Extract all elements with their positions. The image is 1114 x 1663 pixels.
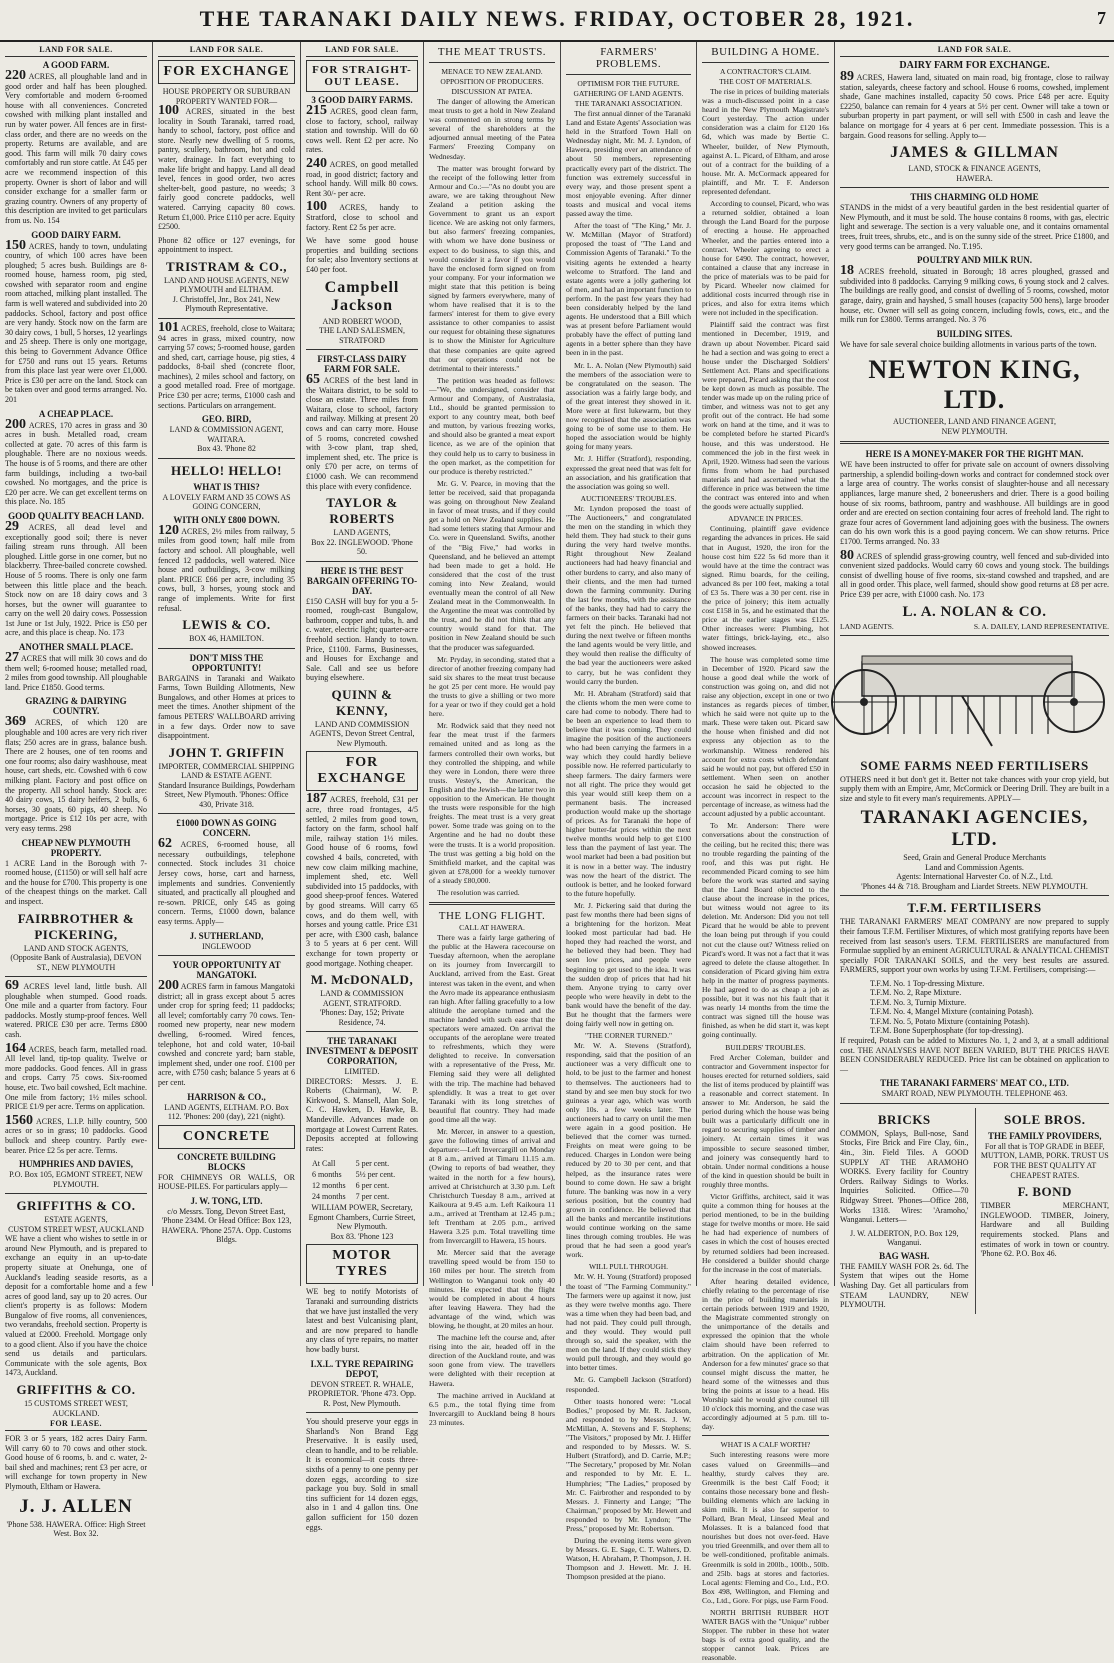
ad-body: ACRES, handy to town, undulating country, of which 100 acres have been ploughed; 5 acres bush. Buildings are 8-roomed house, harness room, pig sted, cowshed with separator room and engine room attached, milking plant installed. The farm is well watered and subdivided into 20 paddocks. School, factory and post office are very handy. Stock now on the farm are 30 dairy cows, 1 bull, 5 horses, 12 yearlings and 25 sheep. There is only one mortgage, this being to Government Advance Office for £750 and runs out 15 years. Returns from this place last year were over £1,000. Price is £30 per acre on the land. Stock can be taken over and good terms arranged. No. 201	[5, 241, 148, 404]
firm-address: LAND AND COMMISSION AGENTS, Devon Street Central, New Plymouth.	[309, 719, 415, 748]
box-heading: FOR EXCHANGE	[306, 751, 418, 791]
article-paragraph: Mr. W. A. Stevens (Stratford), responding, said that the position of an auctioneer was a very difficult one to hold, to be just to the farmer and honest to themselves. The auctioneers had to stand by and see men buy stock for two guineas a year ago, which was worth only 10s. a few weeks later. The auctioneers had to carry on until the men were again in a good position. He believed that the corner was turned. Freights on meat were going to be reduced. Charges in London were being reduced by 20 to 30 per cent, and that helped, as the insurance rates were bound to come down. He saw a bright future. The banking was now in a very serious position, but the country had grown in confidence. He believed that all the banks and mercantile institutions would continue working on the same lines through coming troubles. He was proud that he had seen a good year's work.	[566, 1041, 691, 1260]
ad-body: ACRES that will milk 30 cows and do them well; 6-roomed house; metalled road, 2 miles from good township. All ploughable land. Price £1850. Good terms.	[5, 654, 148, 692]
article-paragraph: Mr. J. Hiffer (Stratford), responding, expressed the great need that was felt for an association, and his gratification that the association was going so well.	[566, 454, 691, 491]
ad-text	[5, 714, 148, 833]
article-paragraph: Mr. Pryday, in seconding, stated that a director of another freezing company had said six shares to the meat trust because he got 25 per cent more. He would pay the trusts to give a shilling or two more for a year or two if they could get a hold here.	[429, 654, 555, 719]
ad-body: THE TARANAKI FARMERS' MEAT COMPANY are now prepared to supply their famous T.F.M. Fertiliser Mixtures, of which most gratifying reports have been received from last season's users. T.F.M. FERTILISERS are manufactured from Formulae supplied by an eminent AGRICULTURAL & ANALYTICAL CHEMIST specially FOR TARANAKI SOILS, and the very best results are assured. FARMERS, support your own works by using T.F.M. Fertilisers, comprising:—	[840, 917, 1109, 975]
article-subheading: WILL PULL THROUGH.	[588, 1262, 669, 1272]
article-paragraph: The first annual dinner of the Taranaki Land and Estate Agents' Association was held in the Stratford Town Hall on Wednesday night, Mr. M. J. Lyndon, of Hawera, presiding over an attendance of about 50 members, representing practically every part of the district. The function was extremely successful in every way, and those present spent a most enjoyable evening. After dinner toasts and musical and vocal items passed away the time.	[566, 109, 691, 219]
firm-address: 15 CUSTOMS STREET WEST, AUCKLAND.	[24, 1399, 128, 1418]
firm-name: NEWTON KING, LTD.	[868, 355, 1081, 415]
acres-number: 65	[306, 372, 320, 387]
ad-text	[5, 416, 148, 507]
firm-representative: S. A. DAILEY, LAND REPRESENTATIVE.	[973, 621, 1109, 631]
firm-subtitle: Agents: International Harvester Co. of N.Z., Ltd.	[896, 872, 1053, 882]
column-1	[0, 42, 153, 1539]
acres-number: 200	[158, 978, 179, 994]
article-paragraph: Plaintiff said the contract was first mentioned in December, 1919, and drawn up about November. Picard said he had a section and was going to erect a house under the Discharged Soldiers' Settlement Act. Plans and specifications were prepared, Picard asking that the cost be kept down as much as possible. The tender was made up on the ruling price of timber, and witness was not to get any profit out of the contract. He had some work on hand at the time, and it was to be completed before he started Picard's house, and this was understood. He commenced the job in the first week in April, 1920. Witness had seen the various firms from whom he had purchased materials and had ascertained what the difference in price was between the time the contract was entered into and when the goods were actually supplied.	[702, 320, 829, 512]
acres-number: 100	[158, 103, 179, 118]
article-paragraph: Mr. Mercer said that the average travelling speed would be from 150 to 160 miles per hour. The stretch from Wellington to Wanganui took only 40 minutes. He expected that the flight would be completed in about 4 hours after leaving Hawera. They had the advantage of the wind, which was blowing, he thought, at 20 miles an hour.	[429, 1248, 555, 1330]
article-paragraph: Victor Griffiths, architect, said it was quite a common thing for houses at the period mentioned, to be in the building stage for twelve months or more. He said he had had experience of numbers of cases in which the cost of houses erected by returned soldiers had been increased. He considered a builder should charge for the increase in the cost of materials.	[702, 1191, 829, 1274]
article-paragraph: There was a fairly large gathering of the public at the Hawera racecourse on Tuesday afternoon, when the aeroplane on its journey from Invercargill to Auckland, arrived from the East. Great interest was taken in the event, and when the Avro made its appearance enthusiasm ran high. After falling gracefully to a low altitude the aeroplane turned and the machine landed with such ease that the spectators were amazed. On arrival the occupants of the aeroplane were treated to refreshments, which they were delighted to receive. In conversation with a representative of the Press, Mr. Fleming said they were all delighted with the trip. The machine had behaved splendidly. It was a treat to get over Taranaki with its long stretches of beautiful flat country. They had made good time all the way.	[429, 933, 555, 1124]
article-paragraph: The matter was brought forward by the receipt of the following letter from Armour and Co.:—"As no doubt you are aware, we are taking throughout New Zealand a petition asking the Government to grant us an export licence. We are asking not only farmers, but also farmers' freezing companies, with whom we have done business or expect to do business, to sign this, and would consider it a favor if you would have the enclosed form signed on from your company. For your information we might state that this petition is being signed by farmers everywhere, many of whom have realised that it is to the farmers' interest for them to give every assistance to other companies to assist our request for obtaining these signatures is to show the Minister for Agriculture that these companies are quite agreed that our operations could not be detrimental to their interests."	[429, 163, 555, 373]
firm-subtitle: ESTATE AGENTS,	[44, 1215, 108, 1225]
article-paragraph: Mr. Mercer, in answer to a question, gave the following times of arrival and departure:—Left Invercargill on Monday at 8 a.m., arrived at Timaru 11.15 a.m. (Owing to reports of bad weather, they waited in the north for a few hours), arrived at Christchurch at 3.30 p.m. Left Christchurch Tuesday 8 a.m., arrived at Kaikoura at 9.45 a.m. Left Kaikoura 11 a.m., arrived at Trentham at 12.45 p.m.; left Trentham at 2.05 p.m., arrived Hawera 3.25 p.m. Total travelling time from Invercargill to Hawera, 15 hours.	[429, 1127, 555, 1246]
ad-body: 1 ACRE Land in the Borough with 7-roomed house, (£1150) or will sell half acre and the house for £700. This property is one of the cheapest things on the market. Call and inspect.	[5, 858, 147, 906]
ad-text	[306, 103, 418, 155]
ad-text	[5, 650, 148, 692]
list-item: T.F.M. No. 3, Turnip Mixture.	[870, 997, 967, 1007]
article-subheading: OPPOSITION OF PRODUCERS.	[440, 77, 544, 86]
ad-body: ACRES of splendid grass-growing country, well fenced and sub-divided into convenient sized paddocks. Would carry 60 cows and young stock. The buildings consist of dwelling house of five rooms, six-stand cowshed and trapshed, and are all in good order. This place, well farmed, should show good returns at £8 per acre. Price £39 per acre, with £1000 cash. No. 173	[840, 551, 1109, 599]
firm-name: M. McDONALD,	[310, 972, 414, 988]
firm-address: Standard Insurance Buildings, Powderham Street, New Plymouth. 'Phones: Office 430, Private 318.	[158, 780, 295, 809]
acres-number: 89	[840, 69, 854, 84]
ad-body: DIRECTORS: Messrs. J. E. Roberts (Chairman), W. P. Kirkwood, S. Mansell, Alan Sole, C. C. Hawken, D. Hawke, B. Mandeville. Advances made on mortgage at Lowest Current Rates. Deposits accepted at following rates:	[306, 1076, 418, 1153]
ad-body: COMMON, Splays, Bull-nose, Sand Stocks, Fire Brick and Fire Clay, 6in., 4in., 3in. Field Tiles. A GOOD SUPPLY AT THE ARAMOHO WORKS. Every facility for Country Orders. Railway Sidings to Works. Inquiries Solicited. Office—70 Ridgway Street. 'Phones—Office 288, Works 1318. Wires: 'Aramoho,' Wanganui. Letters—	[840, 1128, 969, 1225]
firm-name: GRIFFITHS & CO.	[16, 1382, 136, 1398]
ad-heading: BAG WASH.	[879, 1250, 930, 1261]
ad-heading: 3 GOOD DAIRY FARMS.	[311, 95, 413, 105]
ad-body: ACRES, 2½ miles from railway, 5 miles from good town; half mile from factory and school. All ploughable, well fenced 12 paddocks, well watered. Nice house and outbuildings, 3-cow milking plant. PRICE £66 per acre, including 35 cows, bull, 3 horses, young stock and range of implements. Write for first refusal.	[158, 526, 295, 613]
ad-body: You should preserve your eggs in Sharland's Non Brand Egg Preservative. It is easily used, clean to handle, and to be reliable. It is economical—it costs three-sixths of a penny to one penny per dozen eggs, according to size package you buy. Sold in small tins sufficient for 14 dozen eggs, also in 1 and 4 gallon tins. One gallon sufficient for 150 dozen eggs.	[306, 1417, 418, 1532]
section-heading: FOR LEASE.	[5, 1418, 147, 1431]
ad-body: ACRES, Hawera land, situated on main road, big frontage, close to railway station, saleyards, cheese factory and school. House 6 rooms, cowshed, implement shade, Gane machines installed, capacity 50 cows. Price £48 per acre. Equity £2250, balance can remain for 4 years at 5½ per cent. Owner will take a town or suburban property in part payment, or will sell with £500 in cash and leave the balance on mortgage for 4 years at 6 per cent. Immediate possession. This is a bargain. Good reasons for selling. Apply to—	[840, 73, 1109, 140]
firm-address: Box 22. INGLEWOOD. 'Phone 50.	[311, 537, 413, 557]
article-subheading: DISCUSSION AT PATEA.	[451, 87, 533, 96]
firm-label: LAND AGENTS.	[840, 621, 894, 631]
firm-name: HARRISON & CO.,	[187, 1091, 266, 1102]
ad-body: Phone 82 office or 127 evenings, for appointment to inspect.	[158, 235, 295, 255]
ad-text	[306, 199, 418, 232]
acres-number: 187	[306, 791, 327, 807]
ad-subheading: HOUSE PROPERTY OR SUBURBAN PROPERTY WANTED FOR—	[162, 87, 291, 106]
firm-subtitle: AND ROBERT WOOD,	[322, 316, 402, 326]
firm-address: c/o Messrs. Tong, Devon Street East, 'Phone 234M. Or Head Office: Box 123, HAWERA. 'Phone 257A. Opp. Customs Bldgs.	[161, 1206, 292, 1245]
ad-heading: THIS CHARMING OLD HOME	[910, 192, 1039, 203]
ad-body: ACRES, 6-roomed house, all necessary outbuildings, telephone connected. Stock includes 31 choice Jersey cows, horse, cart and harness, implements and sundries. Conveniently situated, and practically all ploughed and re-sown. PRICE, only £45 as going concern. Terms, £1000 down, balance easy terms. Apply—	[158, 840, 295, 926]
acres-number: 18	[840, 263, 854, 279]
ad-heading: POULTRY AND MILK RUN.	[916, 255, 1033, 266]
sole-bros-ad	[975, 1108, 1110, 1314]
article-headline: THE MEAT TRUSTS.	[437, 46, 547, 58]
article-paragraph: During the evening items were given by Messrs. G. E. Sage, C. T. Walters, D. Watson, H. Abraham, P. Thompson, J. H. Thompson and J. Hewett. Mr. J. H. Thompson presided at the piano.	[566, 1536, 691, 1582]
firm-subtitle: LAND AND STOCK AGENTS,	[23, 943, 129, 953]
list-item: T.F.M. No. 4, Mangel Mixture (containing Potash).	[870, 1007, 1034, 1017]
firm-name: GEO. BIRD,	[201, 414, 252, 425]
acres-number: 164	[5, 1040, 26, 1056]
acres-number: 240	[306, 155, 327, 171]
article-paragraph: Other toasts honored were: "Local Bodies," proposed by Mr. R. Jackson, and responded to by Messrs. J. W. McMillan, A. Stevens and F. Stephens; "The Visitors," proposed by Mr. J. Hiffer and responded to by Messrs. W. S. Hulbert (Stratford), and D. Carrie, M.P.; "The Secretary," proposed by Mr. Nolan and responded to by Mr. E. L. Humphries; "The Ladies," proposed by Mr. C. Fairbrother and responded to by Messrs. J. Finnerty and Lange; "The Chairman," proposed by Mr. Hewett and responded to by Mr. Lyndon; "The Press," proposed by Mr. Robertson.	[566, 1396, 691, 1533]
firm-name: J. W. TONG, LTD.	[190, 1195, 263, 1206]
ad-subheading: WITH ONLY £800 DOWN.	[173, 514, 280, 525]
acres-number: 80	[840, 547, 854, 563]
ad-heading: HELLO! HELLO!	[171, 462, 282, 478]
acres-number: 27	[5, 650, 19, 666]
article-subheading: AUCTIONEERS' TROUBLES.	[580, 493, 677, 503]
ad-body: BARGAINS in Taranaki and Waikato Farms, Town Building Allotments, New Bungalows, and other Homes at prices to meet the times. Another shipment of the famous PETERS' WALLBOARD arriving in a few days. Order now to save disappointment.	[158, 673, 295, 741]
firm-name: J. J. ALLEN	[19, 1495, 133, 1517]
ad-heading: A CHEAP PLACE.	[38, 408, 114, 419]
article-paragraph: Mr. Lyndon proposed the toast of "The Auctioneers," and congratulated the men on the standing in which they held them. They had stuck to their guns during the very hard twelve months. Right throughout New Zealand auctioneers had had heavy financial and other burdens to carry, and also many of their clients, and the men had turned down the farming community. During the last few months, with the assistance of the banks, they had had to carry the farmers on their backs. Taranaki had not yet felt the pinch. He believed that during the next twelve or fifteen months the land agents would be very little, and they would then realise the difficulty of the bad year the auctioneers were asked to carry, but he was confident they would carry the burden.	[566, 503, 691, 686]
firm-address: DEVON STREET. R. WHALE, PROPRIETOR. 'Phone 473. Opp. R. Post, New Plymouth.	[308, 1379, 416, 1408]
firm-subtitle: LAND AND HOUSE AGENTS, NEW PLYMOUTH and ELTHAM.	[163, 275, 290, 295]
article-headline: FARMERS' PROBLEMS.	[595, 46, 662, 70]
ad-heading: A GOOD FARM.	[42, 60, 110, 70]
ad-body: ACRES, all dead level and exceptionally good soil; there is never failing stream runs through. All been ploughed. Little gorse in one corner, but no blackberry. Three-bailed concrete cowshed. House of 5 rooms. There is only one farm between this little place and the beach. Stock now on are 18 dairy cows and 3 horses, but the owner will guarantee to carry on the well 20 dairy cows. Possession 1st June or 1st July, 1922. Price is £50 per acre, and this place is cheap. No. 173	[5, 522, 147, 638]
box-heading: MOTOR TYRES	[306, 1244, 418, 1284]
ad-text	[840, 547, 1109, 600]
ad-text	[5, 518, 147, 638]
ad-body: WE have a client who wishes to settle in or around New Plymouth, and is prepared to exchange an equity in an up-to-date property situate at Onehunga, one of Auckland's leading seaside resorts, as a deposit for a comfortable home and a few acres of good land, say up to 20 acres. Our client's property is as follows: Modern Bungalow of five rooms, all conveniences, two verandahs, freehold section. Property is valued at £2000. Freehold. Mortgage only to a good client. Also if you have the choice send us details and particulars. Communicate with the sole agents, Box 1473, Auckland.	[5, 1234, 147, 1378]
fertiliser-list	[840, 979, 1109, 1036]
firm-subtitle: LAND & COMMISSION AGENT, STRATFORD.	[320, 989, 404, 1008]
article-paragraph: According to counsel, Picard, who was a returned soldier, obtained a loan through the Land Board for the purpose of erecting a house. He approached Wheeler, and the parties entered into a contract. Wheeler agreeing to erect a house for £490. The contract, however, contained a clause that any increase in the price of materials was to be paid for by Picard. Wheeler now claimed for additional costs incurred through rise in prices, and also for extra items which were not included in the specification.	[702, 199, 829, 318]
firm-name: J. W. ALDERTON, P.O. Box 129, Wanganui.	[850, 1228, 959, 1248]
ad-text	[5, 68, 147, 226]
article-subheading: WHAT IS A CALF WORTH?	[720, 1440, 811, 1450]
ad-body: ACRES, beach farm, metalled road. All level land, tip-top quality. Twelve or more paddocks. Good fences. All in grass and crops. Carry 75 cows. Six-roomed house, etc. Two bail cowshed, Eclt machine. One mile from factory; 1½ miles school. PRICE £1/9 per acre. Terms on application.	[5, 1044, 147, 1112]
firm-name: JAMES & GILLMAN	[890, 144, 1059, 162]
ad-heading: YOUR OPPORTUNITY AT MANGATOKI.	[172, 960, 281, 981]
ad-heading: £1000 DOWN AS GOING CONCERN.	[176, 818, 277, 839]
acres-number: 150	[5, 237, 26, 253]
firm-name: J. SUTHERLAND,	[189, 930, 264, 941]
ad-heading: WHAT IS THIS?	[193, 481, 260, 492]
masthead	[0, 0, 1114, 42]
firm-subtitle: Land and Commission Agents.	[925, 862, 1024, 872]
firm-subtitle: IMPORTER, COMMERCIAL SHIPPING LAND & ESTATE AGENT.	[158, 761, 295, 781]
ad-body: WE have been instructed to offer for private sale on account of owners dissolving partnership, a splendid boiling-down works and contract for condemned stock over a large area of country. The works consist of slaughter-house and all necessary appliances, large manure shed, 2 boneerushers and drier. There is a good boiling house of six rooms, bathroom, pantry and washhouse. All buildings are in good order and are erected on section containing four acres of freehold land. The right to graze four acres of Government land adjoining goes with the business. The owners can do his own work this is a good paying concern. We can show returns. Price £1700. Terms arranged. No. 33	[840, 460, 1109, 547]
firm-subtitle: AUCTIONEER, LAND AND FINANCE AGENT,	[893, 417, 1056, 427]
article-paragraph: The rise in prices of building materials was a much-discussed point in a case heard in the New Plymouth Magistrate's Court yesterday. The action under consideration was a claim for £120 16s 6d, which was made by Bertie C. Wheeler, builder, of New Plymouth, against A. L. Picard, of Eltham, and arose out of a contract for the building of a house. Mr. A. McCormack appeared for plaintiff, and Mr. T. F. Anderson represented defendant.	[702, 87, 829, 197]
ad-body: If required, Potash can be added to Mixtures No. 1, 2 and 3, at a small additional cost. THE ANALYSES HAVE NOT BEEN VARIED, BUT THE PRICES HAVE BEEN CONSIDERABLY REDUCED. Price list can be obtained on application to—	[840, 1035, 1109, 1074]
article-paragraph: The house was completed some time in December of 1920. Picard saw the house a good deal while the work of construction was going on, and did not raise any objection, except in one or two instances as regards pieces of timber, which he said were not quite up to the mark. These were taken out. Picard saw the house when finished and did not express any objection as to the workmanship. Witness rendered his account for extra costs which defendant said he would not pay, but offered £50 in settlement. When seen on another occasion he said he objected to the account was incorrect in respect to the percentage of increase, as witness had the account adjusted by a public accountant.	[702, 654, 829, 819]
ad-body: ACRES level land, little bush. All ploughable when stumped. Good roads. One mile and a quarter from factory. Four paddocks. Mostly stump-proof fences. Well watered. PRICE £30 per acre. Terms £800 cash.	[5, 982, 147, 1039]
firm-name: TARANAKI AGENCIES, LTD.	[860, 807, 1089, 851]
masthead-title: THE TARANAKI DAILY NEWS. FRIDAY, OCTOBER 28, 1921.	[199, 6, 915, 31]
ad-heading: SOLE BROS.	[1003, 1111, 1086, 1127]
section-heading: LAND FOR SALE.	[158, 44, 295, 57]
ad-text	[158, 978, 295, 1088]
ad-body: WE beg to notify Motorists of Taranaki and surrounding districts that we have just installed the very latest and best Vulcanising plant, and are now prepared to handle any class of tyre repairs, no matter how badly burst.	[306, 1287, 418, 1354]
ad-text	[5, 978, 147, 1040]
acres-number: 215	[306, 103, 327, 118]
article-paragraph: Continuing, plaintiff gave evidence regarding the advances in prices. He said that in August, 1920, the iron for the house cost him £22 5s 6d more than it would have at the time the contract was signed. Rimu boards, for the ceiling, advanced 8s per 100 feet, making a total of £3 5s. There was a 30 per cent. rise in the price of joinery; this item actually cost £158 in 5s, and he estimated that the price at the earlier stages was £125. Other increases were: Plumbing, hot water fittings, brick-laying, etc., also showed increases.	[702, 524, 829, 652]
ad-body: £150 CASH will buy for you a 5-roomed, rough-cast Bungalow, bathroom, copper and tubs, h. and c. water, electric light; quarter-acre freehold section. Handy to town. Price, £1100. Farms, Businesses, and Houses for Exchange and Sale. Call and see us before buying elsewhere.	[306, 596, 418, 683]
ad-body: STANDS in the midst of a very beautiful garden in the best residential quarter of New Plymouth, and it must be sold. The house contains 8 rooms, with gas, electric light and sewerage. The section is a very valuable one, and it contains ornamental trees, fruit trees, shrubs, etc., and is on the sunny side of the street. Price £1800, and very good terms can be arranged. No. T.195.	[840, 203, 1109, 251]
ad-body: OTHERS need it but don't get it. Better not take chances with your crop yield, but supply them with an Empire, Amr, McCormick or Deering Drill. They are built in a size and style to fit every man's requirements. APPLY—	[840, 774, 1109, 803]
article-paragraph: Mr. H. Abraham (Stratford) said that the clients whom the men were come to care had come to nobody. There had to be been an experience to lead them to believe that it was coming. They could imagine the position of the auctioneers who had been carrying the farmers in a way which they could hardly believe possible now. He referred particularly to sheep farmers. The dairy farmers were not all right. The price they would get this year would still keep them on a permanent basis. The increased production would make up the shortage of prices. As for Taranaki the hope of higher butter-fat prices within the next twelve months would help to get £100 less than the payment of last year. The wool market had been a bad position but it is now in a better way. The industry was now the heart of the district. The outlook is better, and he looked forward to the future hopefully.	[566, 688, 691, 898]
firm-address: THE LAND SALESMEN, STRATFORD	[319, 326, 405, 345]
firm-address: BOX 46, HAMILTON.	[189, 634, 264, 644]
section-heading: LAND FOR SALE.	[840, 44, 1109, 57]
table-row: 24 months 7 per cent.	[312, 1192, 390, 1202]
article-paragraph: Mr. J. Pickering said that during the past few months there had been signs of a brightening for the horizon. Meat looked most particular had bad. He hoped they had reached the worst, and he believed they had been. They had seen low prices, and people were beginning to get used to the idea. It was the sudden drop of prices that had hit them. Anyone trying to carry over people who were heavily in debt to the bank would have the benefit of the day. But he thought that the farmers were doing fairly well now in getting on.	[566, 900, 691, 1029]
ad-text	[840, 263, 1110, 325]
table-row: 12 months 6 per cent.	[312, 1181, 390, 1191]
list-item: T.F.M. No. 2, Rape Mixture.	[870, 988, 962, 998]
column-6	[697, 42, 835, 1663]
firm-secretary: WILLIAM POWER, Secretary, Egmont Chambers, Currie Street, New Plymouth.	[308, 1203, 416, 1232]
article-paragraph: After the toast of "The King," Mr. J. W. McMillan (Mayor of Stratford) proposed the toast of "The Land and Commission Agents of Taranaki." To the visiting agents he extended a hearty welcome to Stratford. The land and estate agents were a jolly gathering lot of men, and had an important function to perform. In the past few years they had been considerably helped by the land agents. He understood that a Bill which was at present before Parliament would probably have the effect of putting land agents in a better sphere than they have been in in the past.	[566, 221, 691, 358]
firm-address: P.O. Box 105, EGMONT STREET, NEW PLYMOUTH.	[9, 1170, 143, 1189]
ad-text	[158, 836, 295, 926]
article-paragraph: After hearing detailed evidence, chiefly relating to the percentage of rise in the price of building materials in certain periods between 1919 and 1920, the Magistrate commented strongly on the unimportance of the details and expressed the opinion that the whole claim should have been referred to arbitration. On the application of Mr. Anderson for a few minutes' grace so that counsel might discuss the matter, he heard some of the witnesses and thus bring the points at issue to a head. His Worship said he would give counsel till 10 o'clock this morning, and the case was accordingly adjourned at 5 p.m. till to-day.	[702, 1276, 829, 1432]
ad-heading: FIRST-CLASS DAIRY FARM FOR SALE.	[317, 354, 407, 374]
acres-number: 29	[5, 518, 19, 534]
firm-address: 'Phones: Day, 152; Private Residence, 74.	[319, 1008, 405, 1027]
ad-body: ACRES, of which 120 are ploughable and 100 acres are very rich river flats; 250 acres are in grass, balance bush. There are 2 houses, one of ten rooms and one four rooms; also dairy washhouse, meat house, cart sheds, etc. Cowshed with 6 cow milking plant. Factory and post office on the property. All school handy. Stock are: 40 dairy cows, 15 dairy heifers, 2 bulls, 6 horses, 30 goats, 60 pigs, 40 sheep. No mortgage. Price is £12 10s per acre, with very easy terms. 298	[5, 718, 148, 833]
firm-name: TAYLOR & ROBERTS	[326, 495, 398, 527]
seed-drill-illustration	[842, 642, 1107, 752]
ad-body: ACRES, situated in the best locality in South Taranaki, tarred road, handy to school, factory, post office and store. Nearly new dwelling of 5 rooms, pantry, scullery, bathroom, hot and cold water, drainage. In fact everything to make life bright and happy. Land all dead level, fences in good order, two acres shelter-belt, good pasture, no weeds; 3 fairly good concrete paddocks, well watered. Carrying capacity 80 cows. Return £1,000. Price £110 per acre. Equity £2500.	[158, 107, 295, 232]
deposit-rates-table	[306, 1157, 401, 1203]
firm-name: THE TARANAKI INVESTMENT & DEPOSIT CORPORATION,	[306, 1036, 418, 1067]
box-heading: FOR EXCHANGE	[158, 60, 295, 84]
acres-number: 369	[5, 714, 26, 730]
firm-address: CUSTOM STREET WEST, AUCKLAND	[8, 1224, 144, 1234]
acres-number: 200	[5, 416, 26, 432]
article-subheading: MENACE TO NEW ZEALAND.	[441, 67, 543, 76]
firm-footer	[840, 622, 1109, 631]
list-item: T.F.M. No. 1 Top-dressing Mixture.	[870, 978, 985, 988]
ad-body: ACRES, on good metalled road, in good district; factory and school handy. Will milk 80 cows. Rent 30/- per acre.	[306, 159, 419, 198]
ad-text	[5, 237, 148, 405]
ad-body: TIMBER MERCHANT, INGLEWOOD. TIMBER, Joinery, Hardware and all Building requirements stocked. Plans and estimates of work in town or country. 'Phone 62. P.O. Box 46.	[980, 1201, 1109, 1259]
table-row: 6 months 5½ per cent.	[312, 1170, 396, 1180]
article-paragraph: The machine left the course and, after rising into the air, headed off in the direction of the Auckland route, and was soon gone from view. The travellers were delighted with their reception at Hawera.	[429, 1333, 555, 1388]
ad-body: FOR 3 or 5 years, 182 acres Dairy Farm. Will carry 60 to 70 cows and other stock. Good house of 6 rooms, b. and c. water, 2-bail shed and machines; rent £3 per acre, or will exchange for town property in New Plymouth, Eltham or Hawera.	[5, 1434, 147, 1491]
firm-name: Campbell Jackson	[324, 278, 400, 314]
table-row: At Call 5 per cent.	[312, 1159, 390, 1169]
acres-number: 101	[158, 319, 179, 335]
article-paragraph: The petition was headed as follows:—"We, the undersigned, consider that Armour and Company, of Australasia, Ltd., should be granted permission to export to any country meat, both beef and mutton, by various freezing works, and should also be granted a meat export licence, as we are of the opinion that they could help us to carry to business in the open market, as the competition for our produce is thereby restricted."	[429, 375, 555, 476]
ad-heading: F. BOND	[1017, 1184, 1072, 1200]
column-3	[301, 42, 424, 1532]
acres-number: 120	[158, 522, 179, 538]
article-subheading: "THE CORNER TURNED."	[584, 1031, 673, 1041]
firm-subtitle: LIMITED.	[344, 1067, 380, 1077]
ad-body: We have some good house properties and building sections for sale; also Inventory sections at £40 per foot.	[306, 236, 418, 274]
ad-text	[840, 69, 1109, 140]
firm-address: INGLEWOOD	[202, 941, 251, 951]
section-heading: LAND FOR SALE.	[306, 44, 418, 57]
firm-name: GRIFFITHS & CO.	[16, 1198, 136, 1214]
ad-subheading: THE FAMILY PROVIDERS,	[988, 1130, 1102, 1141]
ad-heading: HERE IS THE BEST BARGAIN OFFERING TO-DAY.	[306, 565, 418, 596]
article-subheading: THE TARANAKI ASSOCIATION.	[574, 99, 683, 108]
firm-subtitle: LAND AGENTS,	[333, 528, 391, 538]
ad-heading: SOME FARMS NEED FERTILISERS	[860, 757, 1089, 773]
article-paragraph: Fred Archer Coleman, builder and contractor and Government inspector for houses erected for returned soldiers, said the list of items produced by plaintiff was a reasonable and correct statement. In answer to Mr. Anderson, he said the period during which the house was being built was a particularly difficult one in regard to securing supplies of timber and joinery. At certain times it was impossible to secure seasoned timber, and joinery was consequently hard to obtain. Under normal conditions a house of the kind in question should be built in roughly three months.	[702, 1052, 829, 1189]
ad-body: ACRES farm in famous Mangatoki district; all in grass except about 5 acres under crop for spring feed; 11 paddocks; all level; comfortably carry 70 cows. Ten-roomed new property, near new modern dwelling, 6-roomed. Wired fences, telephone, hot and cold water, 10-bail cowshed and concrete yard; barn stable, implement shed, under one roof. £100 per acre, with £750 cash; balance 5 years at 6 per cent.	[158, 982, 295, 1088]
ad-text	[158, 103, 295, 232]
article-headline: BUILDING A HOME.	[711, 46, 820, 58]
article-paragraph: The danger of allowing the American meat trusts to get a hold in New Zealand was commented on in strong terms by several of the shareholders at the adjourned annual meeting of the Patea Farmers' Freezing Company on Wednesday.	[429, 97, 555, 161]
article-paragraph: Mr. L. A. Nolan (New Plymouth) said the members of the association were to be congratulated on the season. The association was a fairly large body, and of the great interest they showed in it. More were at first lukewarm, but they now recognised that the association was going to be of some use to them. He hoped the association would be highly going for many years.	[566, 360, 691, 452]
ad-text	[306, 791, 419, 968]
ad-body: FOR CHIMNEYS OR WALLS, OR HOUSE-PILES. For particulars apply—	[158, 1172, 295, 1192]
article-subheading: A CONTRACTOR'S CLAIM.	[719, 67, 812, 76]
ad-body: ACRES of the best land in the Waitara district, to be sold to close an estate. Three miles from Waitara, close to school, factory and railway. Milking at present 20 cows and can carry more. House of 5 rooms, concreted cowshed with 3-cow plant, trap shed, implement shed, etc. The price is only £70 per acre, on terms of £1000 cash. We can recommend this place with every confidence.	[306, 376, 418, 491]
acres-number: 220	[5, 68, 26, 83]
ad-subheading: A LOVELY FARM AND 35 COWS AS GOING CONCERN,	[162, 492, 291, 512]
ad-body: ACRES, freehold, £31 per acre, three road frontages, 4/5 settled, 2 miles from good town, factory on the farm, school half mile, railway station 1½ miles. Good house of 6 rooms, fowl cowshed 4 bails, concreted, with new cow claim milking machine, implement shed, etc. Well subdivided into 15 paddocks, with good sheep-proof fences. Watered by good streams. Will carry 65 cows, and do them well, with horses and young cattle. Price £31 per acre, with £300 cash, balance 3 to 5 years at 6 per cent. Will exchange for town property or good mortgage. Nothing cheaper.	[306, 795, 419, 968]
ad-text	[158, 522, 295, 613]
ad-body: For all that is TOP GRADE in BEEF, MUTTON, LAMB, PORK. TRUST US FOR THE BEST QUALITY AT CHEAPEST RATES.	[980, 1141, 1109, 1180]
firm-name: L. A. NOLAN & CO.	[902, 603, 1047, 620]
firm-address: SMART ROAD, NEW PLYMOUTH. TELEPHONE 463.	[881, 1089, 1068, 1099]
firm-address: HAWERA.	[956, 173, 993, 183]
ad-body: ACRES, L.I.P. hilly country, 500 acres or so in grass; 10 paddocks. Good bullock and sheep country. Partly ewe-bearer. Price £2 5s per acre. Terms.	[5, 1116, 147, 1155]
ad-heading: GRAZING & DAIRYING COUNTRY.	[25, 696, 127, 717]
ad-body: ACRES freehold, situated in Borough; 18 acres ploughed, grassed and subdivided into 8 paddocks. Carrying 9 milking cows, 6 young stock and 2 calves. The buildings are really good, and consist of dwelling of 5 rooms, cowshed, motor garage, dairy, grain and hayshed, 5 small houses (capacity 500 hens), large brooder house, etc. Owner will sell as going concern, including fowls, cows, etc., and the milk run for £3800. Terms arranged. No. 3 76	[840, 267, 1110, 325]
ad-subheading: CONCRETE BUILDING BLOCKS	[177, 1151, 276, 1172]
firm-name: TRISTRAM & CO.,	[166, 258, 287, 274]
acres-number: 62	[158, 836, 172, 852]
article-paragraph: Mr. G. Campbell Jackson (Stratford) responded.	[566, 1375, 691, 1394]
firm-name: THE TARANAKI FARMERS' MEAT CO., LTD.	[880, 1078, 1069, 1089]
ad-body: ACRES, all ploughable land and in good order and half has been ploughed. Very comfortable and modern 6-roomed house with all conveniences. Concreted cowshed with milking plant installed and run by water power. All fences are in first-class order, and there are no weeds on the property. Returns are available, and are good. This farm will milk 70 dairy cows comfortably and run store cattle. At £45 per acre we recommend inspection of this property. Owner is short of labor and will consider exchange for a smaller farm or grazing country. Owners of any property of this description are invited to get particulars from us. No. 154	[5, 72, 147, 225]
column-7	[835, 42, 1114, 1310]
ad-body: We have for sale several choice building allotments in various parts of the town.	[840, 339, 1097, 349]
ad-body: ACRES, handy to Stratford, close to school and factory. Rent £2 5s per acre.	[306, 203, 418, 232]
ad-text	[5, 1040, 147, 1112]
section-heading: LAND FOR SALE.	[5, 44, 147, 57]
acres-number: 1560	[5, 1112, 33, 1128]
ad-heading: GOOD DAIRY FARM.	[31, 229, 121, 240]
ad-body: ACRES, freehold, close to Waitara; 94 acres in grass, mixed country, now carrying 57 cows; 5-roomed house, garden and shed, cart, carriage house, pig sties, 4 paddocks, 8-bail shed (concrete floor, machines), 2 miles school and factory, on a good metalled road. Free of mortgage. Price £30 per acre; terms, £1000 cash and sections. Particulars on arrangement.	[158, 323, 295, 410]
article-subheading: ADVANCE IN PRICES.	[728, 514, 803, 524]
ad-heading: DAIRY FARM FOR EXCHANGE.	[899, 60, 1050, 71]
firm-address: LAND AGENTS, ELTHAM. P.O. Box 112. 'Phones: 200 (day), 221 (night).	[164, 1102, 289, 1122]
column-4	[424, 42, 561, 1427]
firm-subtitle: LAND, STOCK & FINANCE AGENTS,	[908, 164, 1041, 174]
article-paragraph: Mr. G. V. Pearce, in moving that the letter be received, said that propaganda was going on throughout New Zealand in favor of meat trusts, and if they could get a hold on New Zealand supplies. He had some letters stating that Armour and Co. were in Queensland. Swifts, another of the "Big Five," had works in Queensland, and he believed an attempt had been made to get a hold. He considered that the cost of the trust coming into New Zealand, would eventually mean the control of all New Zealand meat in the Commonwealth. In the Argentine the meat was controlled by the trust, and he did not think that any country would stand for that. The position in New Zealand should be such that the producer was safeguarded.	[429, 478, 555, 652]
ad-body: ACRES, good clean farm, close to factory, school, railway station and township. Will do 60 cows well. Rent £2 per acre. No rates.	[306, 107, 418, 155]
ad-text	[158, 319, 295, 410]
ad-body: THE FAMILY WASH FOR 2s. 6d. The System that wipes out the Home Washing Day. Get all particulars from STEAM LAUNDRY, NEW PLYMOUTH.	[840, 1261, 969, 1310]
article-paragraph: Mr. W. H. Young (Stratford) proposed the toast of "The Farming Community." The farmers were up against it now, just as they were twelve months ago. There was a time when they had been bad, and had not paid. They could pull through, and they would. They would pull through so, said the speaker, with the men on the land. If they could stick they would pull through, and they would go into better times.	[566, 1272, 691, 1373]
ad-text	[306, 155, 419, 198]
ad-text	[306, 372, 418, 491]
firm-name: HUMPHRIES AND DAVIES,	[18, 1159, 134, 1170]
article-paragraph: To Mr. Anderson: There were conversations about the construction of the ceiling, but he recited this; there was no trouble regarding the painting of the roof, and this was put right. He recommended Picard coming to see him before the work was started and saying that the Land Board objected to the clause about the increase in the prices, but witness would not agree to its deletion. Mr. Anderson: Did you not tell Picard that he would be able to prevent the loan being put through if you could not cut the clause out? Witness relied on Picard's word. It was not a fact that it was agreed to delete the clause altogether. In consideration of Picard giving him extra help in the matter of progress payments. He had agreed to do as cheap a job as possible, but it was not his fault that it was nearly 14 months from the time the contract was signed till the house was finished, as when he did start it, was kept going continually.	[702, 821, 829, 1040]
article-subheading: OPTIMISM FOR THE FUTURE.	[577, 79, 680, 88]
article-paragraph: The resolution was carried.	[437, 887, 520, 897]
article-paragraph: Mr. Rodwick said that they need not fear the meat trust if the farmers remained united and as long as the farmers controlled their own works, but they controlled the shipping, and while they were in London, there were three trusts. Vestey's, the American, the English and the Jewish—the latter two in opposition to the American. He thought the trusts were responsible for the high freights. The meat trust is a very great power. Some trade was going on to the Argentine and he had no doubt these were the trusts. It is a world proposition. The trust was getting a big hold on the Smithfield market, and the capital was given at £78,000 for a weekly turnover of a steady £80,000.	[429, 721, 555, 885]
firm-address: 'Phone 538. HAWERA. Office: High Street West. Box 32.	[6, 1519, 146, 1539]
article-headline: THE LONG FLIGHT.	[438, 910, 546, 923]
ad-heading: BRICKS	[877, 1111, 931, 1127]
firm-name: JOHN T. GRIFFIN	[168, 744, 285, 760]
firm-address: Box 43. 'Phone 82	[197, 444, 256, 454]
ad-heading: T.F.M. FERTILISERS	[907, 900, 1042, 916]
firm-subtitle: LAND & COMMISSION AGENT, WAITARA.	[169, 425, 284, 444]
bricks-ad	[840, 1108, 969, 1314]
firm-name: LEWIS & CO.	[182, 617, 271, 633]
list-item: T.F.M. Bone Superphosphate (for top-dressing).	[870, 1026, 1024, 1036]
ad-heading: BUILDING SITES.	[936, 328, 1013, 339]
column-5	[561, 42, 697, 1582]
firm-subtitle: Seed, Grain and General Produce Merchants	[903, 853, 1046, 863]
ad-body: ACRES, 170 acres in grass and 30 acres in bush. Metalled road, cream collected at gate. 70 acres of this farm is ploughable. There are no noxious weeds. The house is of 5 rooms, and there are other farm buildings, including a two-bail cowshed. No mortgages, and the price is £20 per acre. We can get excellent terms on this place. No. 185	[5, 420, 148, 507]
ad-heading: GOOD QUALITY BEACH LAND.	[8, 510, 144, 521]
article-subheading: BUILDERS' TROUBLES.	[725, 1042, 806, 1052]
ad-text	[5, 1112, 147, 1155]
page-number: 7	[1097, 8, 1106, 28]
firm-address: (Opposite Bank of Australasia), DEVON ST., NEW PLYMOUTH	[10, 953, 142, 972]
ad-heading: ANOTHER SMALL PLACE.	[18, 642, 134, 653]
ad-heading: CHEAP NEW PLYMOUTH PROPERTY.	[21, 837, 131, 858]
article-subheading: THE COST OF MATERIALS.	[719, 77, 812, 86]
article-subheading: GATHERING OF LAND AGENTS.	[573, 89, 684, 98]
box-heading: CONCRETE	[158, 1125, 295, 1149]
column-2	[153, 42, 301, 1286]
article-paragraph: Such interesting reasons were more cases valued on Greenmills—and healthy, sturdy calves they are. Greenmilk is the best Calf Food; it contains those necessary bone and flesh-building elements which are lacking in skim milk. It is also far superior to Pollard, Bran Meal, Linseed Meal and Molasses. It is a balanced food that nourishes but does not over-feed. Have you tried Greenmilk, and over them all to be well-conditioned, profitable animals. Greenmilk is sold in 200lb., 100lb., 50lb. and 25lb. bags at stores and factories. Local agents: Fleming and Co., Ltd., P.O. Box 498, Wellington, and Fleming and Co., Ltd., Gore. For pigs, use Farm Food.	[702, 1450, 829, 1605]
acres-number: 69	[5, 978, 19, 994]
firm-address: Box 83. 'Phone 123	[330, 1231, 394, 1241]
firm-name: FAIRBROTHER & PICKERING,	[17, 910, 135, 942]
bottom-ads	[840, 1108, 1109, 1314]
firm-name: I.X.L. TYRE REPAIRING DEPOT,	[310, 1358, 414, 1379]
box-heading: FOR STRAIGHT-OUT LEASE.	[306, 60, 418, 92]
article-paragraph: The machine arrived in Auckland at 6.5 p.m., the total flying time from Invercargill to Auckland being 8 hours 23 minutes.	[429, 1390, 555, 1427]
list-item: T.F.M. No. 5, Potato Mixture (containing Potash).	[870, 1016, 1030, 1026]
article-paragraph: NORTH BRITISH RUBBER HOT WATER BAGS with the "Unique" rubber Stopper. The rubber in these hot water bags is of extra good quality, and the stopper cannot leak. Prices are reasonable.	[702, 1608, 829, 1663]
firm-address: 'Phones 44 & 718. Brougham and Liardet Streets. NEW PLYMOUTH.	[861, 881, 1088, 891]
article-subheading: CALL AT HAWERA.	[459, 923, 525, 933]
firm-address: NEW PLYMOUTH.	[941, 426, 1008, 436]
acres-number: 100	[306, 199, 327, 215]
firm-address: J. Christoffel, Jnr., Box 241, New Plymouth Representative.	[172, 294, 281, 314]
ad-heading: DON'T MISS THE OPPORTUNITY!	[189, 652, 264, 673]
ad-heading: HERE IS A MONEY-MAKER FOR THE RIGHT MAN.	[865, 449, 1084, 460]
firm-name: QUINN & KENNY,	[331, 686, 393, 718]
